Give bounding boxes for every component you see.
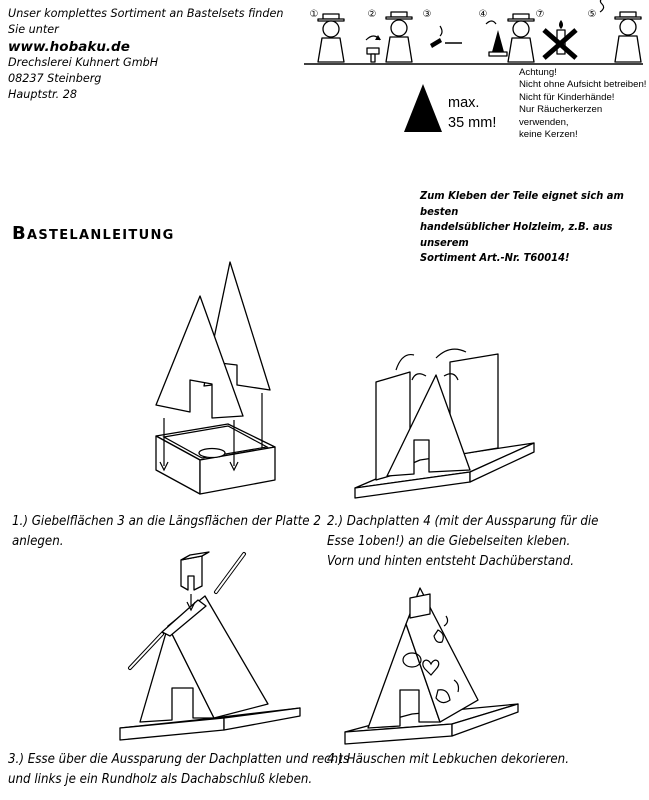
step4-diagram xyxy=(345,588,518,744)
match-icon xyxy=(430,26,462,48)
step-2-caption xyxy=(327,512,598,572)
usage-step-6-number: ⑤ xyxy=(587,9,597,20)
step-3-line-1: 3.) Esse über die Aussparung der Dachplatten und rechts xyxy=(8,752,350,767)
usage-step-1-number: ① xyxy=(309,9,319,20)
website-link[interactable]: www.hobaku.de xyxy=(8,38,130,55)
warning-line: Nur Räucherkerzen verwenden, xyxy=(519,104,603,128)
max-height-label xyxy=(448,93,496,133)
safety-warnings xyxy=(519,67,649,141)
max-value: 35 mm! xyxy=(448,115,497,131)
page-title: Bastelanleitung xyxy=(12,223,175,244)
usage-step-2-number: ② xyxy=(367,9,377,20)
glue-note-line: Zum Kleben der Teile eignet sich am besten xyxy=(420,189,624,218)
usage-step-3-number: ③ xyxy=(422,9,432,20)
incense-cone-icon xyxy=(486,14,534,62)
warning-line: Nicht für Kinderhände! xyxy=(519,91,615,103)
step2-diagram xyxy=(355,349,534,498)
warning-line: Achtung! xyxy=(519,67,557,78)
step-4-caption xyxy=(327,750,569,770)
postcode-city: 08237 Steinberg xyxy=(8,72,102,86)
step-2-line-1: 2.) Dachplatten 4 (mit der Aussparung für die xyxy=(327,514,599,529)
sortiment-text: Unser komplettes Sortiment an Bastelsets finden Sie unter xyxy=(8,7,284,37)
usage-step-4-number: ④ xyxy=(478,9,488,20)
step-1-caption xyxy=(12,512,321,552)
smoker-figure-icon xyxy=(318,14,344,62)
step3-diagram xyxy=(120,552,300,740)
step-3-caption xyxy=(8,750,349,790)
step1-diagram xyxy=(156,262,275,494)
step-4-line-1: 4.) Häuschen mit Lebkuchen dekorieren. xyxy=(327,752,569,767)
no-candle-icon xyxy=(544,20,576,58)
street: Hauptstr. 28 xyxy=(8,88,77,102)
glue-note-line: Sortiment Art.-Nr. T60014! xyxy=(420,251,570,265)
max-cone-icon xyxy=(404,84,442,132)
warning-line: keine Kerzen! xyxy=(519,129,578,141)
company-name: Drechslerei Kuhnert GmbH xyxy=(8,55,159,69)
usage-step-5-number: ⑦ xyxy=(535,9,545,20)
glue-note xyxy=(420,188,628,266)
step-2-line-3: Vorn und hinten entsteht Dachüberstand. xyxy=(327,554,575,569)
glue-note-line: handelsüblicher Holzleim, z.B. aus unserem xyxy=(420,220,613,249)
step-1-line-2: anlegen. xyxy=(12,534,64,549)
warning-line: Nicht ohne Aufsicht betreiben! xyxy=(519,79,647,91)
step-1-line-1: 1.) Giebelflächen 3 an die Längsflächen der Platte 2 xyxy=(12,514,321,529)
smoking-figure-icon xyxy=(600,0,641,62)
step-2-line-2: Esse 1oben!) an die Giebelseiten kleben. xyxy=(327,534,571,549)
max-label: max. xyxy=(448,95,480,111)
step-3-line-2: und links je ein Rundholz als Dachabschluß kleben. xyxy=(8,772,313,787)
